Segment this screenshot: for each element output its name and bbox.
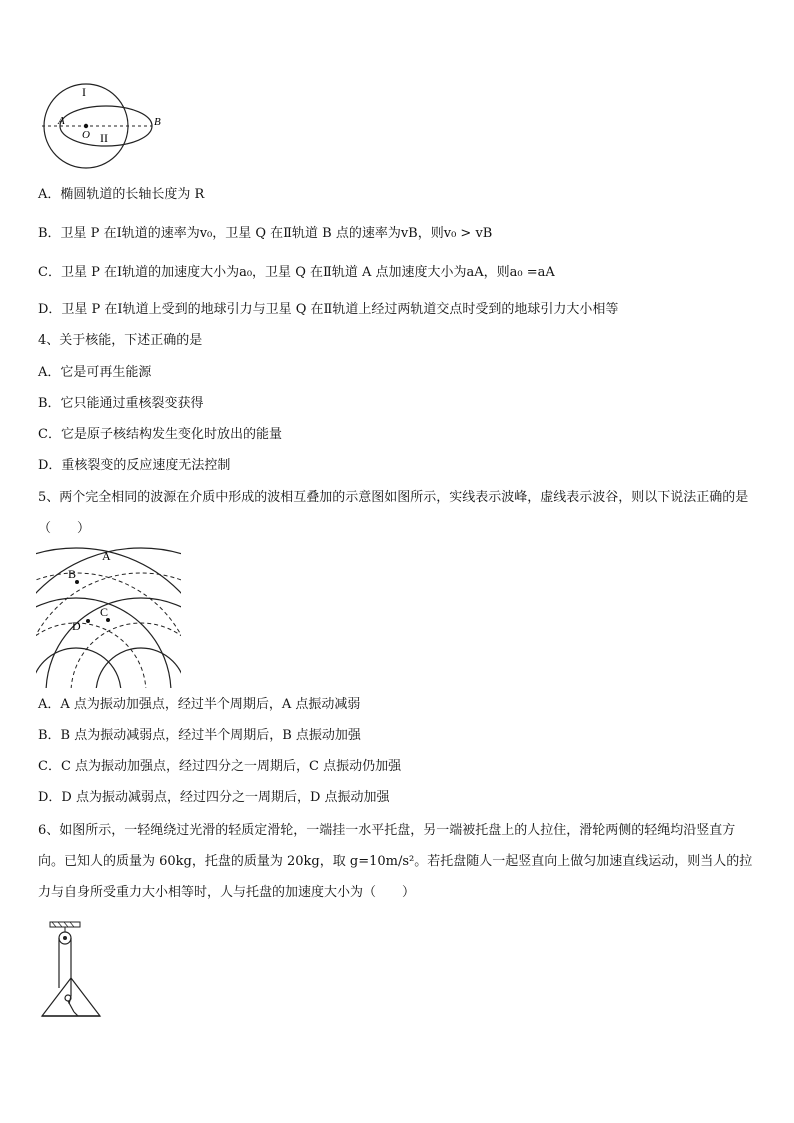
q5-stem: 5、两个完全相同的波源在介质中形成的波相互叠加的示意图如图所示，实线表示波峰，虚线表示波谷，则以下说法正确的是（ ） (38, 490, 749, 536)
q5-option-b: B．B 点为振动减弱点，经过半个周期后，B 点振动加强 (38, 728, 361, 743)
q3-option-d: D．卫星 P 在Ⅰ轨道上受到的地球引力与卫星 Q 在Ⅱ轨道上经过两轨道交点时受到的地球引力大小相等 (38, 302, 619, 317)
label-D5: D (72, 619, 81, 633)
q3-option-c: C．卫星 P 在Ⅰ轨道的加速度大小为a₀，卫星 Q 在Ⅱ轨道 A 点加速度大小为aA，则a₀ =aA (38, 265, 555, 280)
trough-right-1 (71, 623, 181, 688)
q6-stem: 6、如图所示，一轻绳绕过光滑的轻质定滑轮，一端挂一水平托盘，另一端被托盘上的人拉住，滑轮两侧的轻绳均沿竖直方向。已知人的质量为 60kg，托盘的质量为 20kg，取 g=10m/s²。若托盘随人一起竖直向上做匀加速直线运动，则当人的拉力与自身所受重力大小相等时，人与托盘的加速度大小为（ ） (38, 823, 753, 900)
q5-option-d: D．D 点为振动减弱点，经过四分之一周期后，D 点振动加强 (38, 790, 390, 805)
pulley-diagram (38, 918, 108, 1023)
q4-option-c: C．它是原子核结构发生变化时放出的能量 (38, 427, 282, 442)
point-D-dot (86, 619, 90, 623)
label-B5: B (68, 567, 77, 581)
crest-right-3 (36, 548, 181, 688)
label-A5: A (102, 549, 111, 563)
q3-option-a: A．椭圆轨道的长轴长度为 R (38, 187, 205, 202)
label-II: II (100, 131, 108, 145)
q4-option-d: D．重核裂变的反应速度无法控制 (38, 458, 231, 473)
q4-stem: 4、关于核能，下述正确的是 (38, 333, 203, 348)
crest-left-3 (36, 548, 181, 688)
wave-interference-diagram (36, 543, 181, 688)
q4-option-a: A．它是可再生能源 (38, 365, 152, 380)
label-I: I (82, 85, 86, 99)
q5-option-c: C．C 点为振动加强点，经过四分之一周期后，C 点振动仍加强 (38, 759, 402, 774)
label-B: B (154, 116, 161, 128)
person (65, 995, 78, 1016)
label-A: A (58, 115, 65, 127)
earth-center-dot (84, 124, 88, 128)
label-C5: C (100, 605, 109, 619)
q4-option-b: B．它只能通过重核裂变获得 (38, 396, 204, 411)
q5-option-a: A．A 点为振动加强点，经过半个周期后，A 点振动减弱 (38, 697, 361, 712)
orbit-diagram (38, 80, 168, 175)
q3-option-b: B．卫星 P 在Ⅰ轨道的速率为v₀，卫星 Q 在Ⅱ轨道 B 点的速率为vB，则v₀ > vB (38, 226, 493, 241)
crest-right-2 (46, 598, 181, 688)
label-O: O (82, 129, 90, 141)
trough-left-1 (36, 623, 146, 688)
